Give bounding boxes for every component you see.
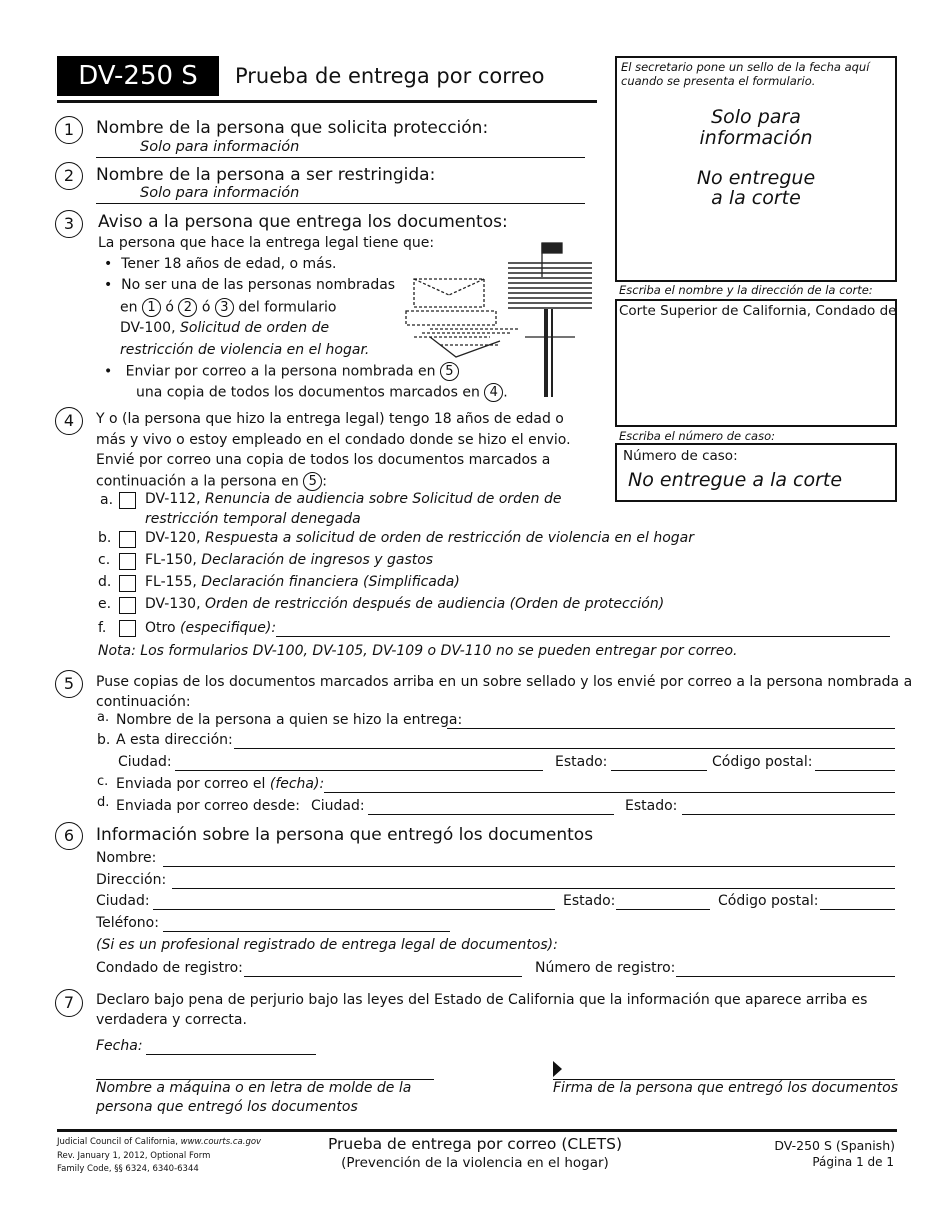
- footer-code: Family Code, §§ 6324, 6340-6344: [57, 1164, 199, 1174]
- s4-other-input-line[interactable]: [276, 636, 890, 637]
- s3-bullet-2-form: DV-100, Solicitud de orden de: [120, 320, 330, 336]
- s5-d-state-line[interactable]: [682, 814, 895, 815]
- s5-zip-label: Código postal:: [712, 754, 813, 770]
- s4-item-d-letter: d.: [98, 574, 112, 590]
- s5-zip-line[interactable]: [815, 770, 895, 771]
- clerk-instruction: El secretario pone un sello de la fecha aquí cuando se presenta el formulario.: [621, 60, 870, 88]
- s4-item-a-label-cont: restricción temporal denegada: [145, 511, 361, 527]
- section-3-number: 3: [55, 210, 83, 238]
- s4-item-d-label: FL-155, Declaración financiera (Simplificada): [145, 574, 460, 590]
- s6-state-line[interactable]: [616, 909, 710, 910]
- s5-c-label: Enviada por correo el (fecha):: [116, 776, 325, 792]
- header-rule: [57, 100, 597, 103]
- s5-line-2: continuación:: [96, 694, 191, 710]
- s5-state-line[interactable]: [611, 770, 707, 771]
- s7-name-caption-2: persona que entregó los documentos: [96, 1099, 358, 1115]
- s2-value: Solo para información: [140, 185, 300, 201]
- ref-circle-4: 4: [484, 383, 503, 402]
- footer-title: Prueba de entrega por correo (CLETS): [327, 1135, 622, 1153]
- s4-line-4: continuación a la persona en 5 :: [96, 473, 327, 490]
- s1-value: Solo para información: [140, 139, 300, 155]
- s4-line-3: Envié por correo una copia de todos los documentos marcados a: [96, 452, 551, 468]
- s4-line-1: Y o (la persona que hizo la entrega legal) tengo 18 años de edad o: [96, 411, 564, 427]
- s6-registered-note: (Si es un profesional registrado de entrega legal de documentos):: [96, 937, 558, 953]
- s4-item-e-label: DV-130, Orden de restricción después de audiencia (Orden de protección): [145, 596, 665, 612]
- case-instruction: Escriba el número de caso:: [619, 429, 776, 443]
- ref-circle-5b: 5: [303, 472, 322, 491]
- s1-input-line[interactable]: [96, 157, 585, 158]
- s3-heading: Aviso a la persona que entrega los documentos:: [98, 212, 508, 232]
- form-code-badge: [57, 56, 219, 96]
- s5-d-city-label: Ciudad:: [311, 798, 365, 814]
- s7-name-caption-1: Nombre a máquina o en letra de molde de la: [96, 1080, 412, 1096]
- section-2-number: 2: [55, 162, 83, 190]
- footer-form-code: DV-250 S (Spanish): [774, 1138, 895, 1153]
- s3-bullet-1: • Tener 18 años de edad, o más.: [104, 256, 337, 272]
- s5-d-city-line[interactable]: [368, 814, 614, 815]
- s4-note: Nota: Los formularios DV-100, DV-105, DV-109 o DV-110 no se pueden entregar por correo.: [98, 643, 738, 659]
- s5-c-letter: c.: [97, 774, 109, 789]
- s6-state-label: Estado:: [563, 893, 616, 909]
- ref-circle-5: 5: [440, 362, 459, 381]
- s3-bullet-2-refs: en 1 ó 2 ó 3 del formulario: [120, 299, 337, 316]
- case-number-label: Número de caso:: [623, 448, 738, 464]
- s5-d-label: Enviada por correo desde:: [116, 798, 300, 814]
- s7-line-1: Declaro bajo pena de perjurio bajo las leyes del Estado de California que la información que aparece arriba es: [96, 992, 868, 1008]
- s4-item-a-label: DV-112, Renuncia de audiencia sobre Solicitud de orden de: [145, 491, 562, 507]
- s4-item-d-checkbox[interactable]: [119, 575, 136, 592]
- s2-input-line[interactable]: [96, 203, 585, 204]
- s5-address-line[interactable]: [234, 748, 895, 749]
- s3-intro: La persona que hace la entrega legal tiene que:: [98, 235, 435, 251]
- stamp-line-1: Solo para: [711, 106, 801, 128]
- s3-bullet-2: • No ser una de las personas nombradas: [104, 277, 396, 293]
- s4-item-b-checkbox[interactable]: [119, 531, 136, 548]
- signature-arrow-icon: [553, 1061, 562, 1077]
- footer-rule: [57, 1129, 897, 1132]
- s5-b-label: A esta dirección:: [116, 732, 233, 748]
- s5-a-letter: a.: [97, 710, 110, 725]
- s6-address-line[interactable]: [172, 888, 895, 889]
- s5-recipient-name-line[interactable]: [447, 728, 895, 729]
- s6-address-label: Dirección:: [96, 872, 167, 888]
- s4-line-2: más y vivo o estoy empleado en el condado donde se hizo el envio.: [96, 432, 571, 448]
- s6-phone-label: Teléfono:: [96, 915, 159, 931]
- footer-page: Página 1 de 1: [812, 1155, 894, 1169]
- form-code: DV-250 S: [78, 61, 198, 91]
- s5-d-state-label: Estado:: [625, 798, 678, 814]
- s6-reg-number-label: Número de registro:: [535, 960, 676, 976]
- s7-line-2: verdadera y correcta.: [96, 1012, 247, 1028]
- court-instruction: Escriba el nombre y la dirección de la corte:: [619, 283, 873, 297]
- s4-item-e-letter: e.: [98, 596, 112, 612]
- s4-item-f-letter: f.: [98, 620, 107, 636]
- section-1-number: 1: [55, 116, 83, 144]
- s6-name-label: Nombre:: [96, 850, 157, 866]
- footer-council: Judicial Council of California, www.courts.ca.gov: [57, 1137, 262, 1147]
- mailbox-illustration: [400, 237, 600, 407]
- s7-signature-caption: Firma de la persona que entregó los documentos: [553, 1080, 899, 1096]
- ref-circle-1: 1: [142, 298, 161, 317]
- s5-b-letter: b.: [97, 732, 111, 748]
- stamp-line-4: a la corte: [711, 187, 801, 209]
- clerk-stamp-box: [615, 56, 897, 282]
- s5-line-1: Puse copias de los documentos marcados arriba en un sobre sellado y los envié por correo a la persona nombrada a: [96, 674, 913, 690]
- case-number-field[interactable]: [615, 443, 897, 502]
- court-name-field[interactable]: [615, 299, 897, 427]
- s4-item-c-label: FL-150, Declaración de ingresos y gastos: [145, 552, 434, 568]
- court-name-value: Corte Superior de California, Condado de: [619, 303, 897, 319]
- s6-county-label: Condado de registro:: [96, 960, 243, 976]
- s7-date-line[interactable]: [146, 1054, 316, 1055]
- s6-name-line[interactable]: [163, 866, 895, 867]
- s6-city-line[interactable]: [153, 909, 555, 910]
- stamp-line-2: información: [699, 127, 813, 149]
- footer-revision: Rev. January 1, 2012, Optional Form: [57, 1151, 211, 1161]
- s3-bullet-3: • Enviar por correo a la persona nombrada en 5: [104, 362, 459, 381]
- s4-item-a-checkbox[interactable]: [119, 492, 136, 509]
- s4-item-f-label: Otro (especifique):: [145, 620, 277, 636]
- s6-city-label: Ciudad:: [96, 893, 150, 909]
- s4-item-b-label: DV-120, Respuesta a solicitud de orden de restricción de violencia en el hogar: [145, 530, 694, 546]
- section-4-number: 4: [55, 407, 83, 435]
- s4-item-f-checkbox[interactable]: [119, 620, 136, 637]
- section-5-number: 5: [55, 670, 83, 698]
- case-number-value: No entregue a la corte: [628, 469, 843, 491]
- s5-city-label: Ciudad:: [118, 754, 172, 770]
- s5-city-line[interactable]: [175, 770, 543, 771]
- s6-county-line[interactable]: [244, 976, 522, 977]
- s4-item-c-letter: c.: [98, 552, 111, 568]
- s7-date-label: Fecha:: [96, 1038, 143, 1054]
- s5-date-line[interactable]: [324, 792, 895, 793]
- s6-phone-line[interactable]: [163, 931, 450, 932]
- s2-label: Nombre de la persona a ser restringida:: [96, 165, 436, 185]
- s5-a-label: Nombre de la persona a quien se hizo la entrega:: [116, 712, 463, 728]
- s6-zip-line[interactable]: [820, 909, 895, 910]
- s5-state-label: Estado:: [555, 754, 608, 770]
- s4-item-a-letter: a.: [100, 492, 114, 508]
- ref-circle-2: 2: [178, 298, 197, 317]
- s4-item-c-checkbox[interactable]: [119, 553, 136, 570]
- ref-circle-3: 3: [215, 298, 234, 317]
- footer-subtitle: (Prevención de la violencia en el hogar): [341, 1155, 609, 1171]
- s6-reg-number-line[interactable]: [676, 976, 895, 977]
- section-7-number: 7: [55, 989, 83, 1017]
- section-6-number: 6: [55, 822, 83, 850]
- s4-item-b-letter: b.: [98, 530, 112, 546]
- form-title: Prueba de entrega por correo: [235, 64, 545, 88]
- s4-item-e-checkbox[interactable]: [119, 597, 136, 614]
- s5-d-letter: d.: [97, 795, 110, 810]
- s6-zip-label: Código postal:: [718, 893, 819, 909]
- s3-bullet-3-cont: una copia de todos los documentos marcados en 4 .: [136, 384, 508, 401]
- s1-label: Nombre de la persona que solicita protección:: [96, 118, 489, 138]
- s6-heading: Información sobre la persona que entregó los documentos: [96, 825, 594, 845]
- stamp-line-3: No entregue: [696, 167, 816, 189]
- s3-bullet-2-form-cont: restricción de violencia en el hogar.: [120, 342, 370, 358]
